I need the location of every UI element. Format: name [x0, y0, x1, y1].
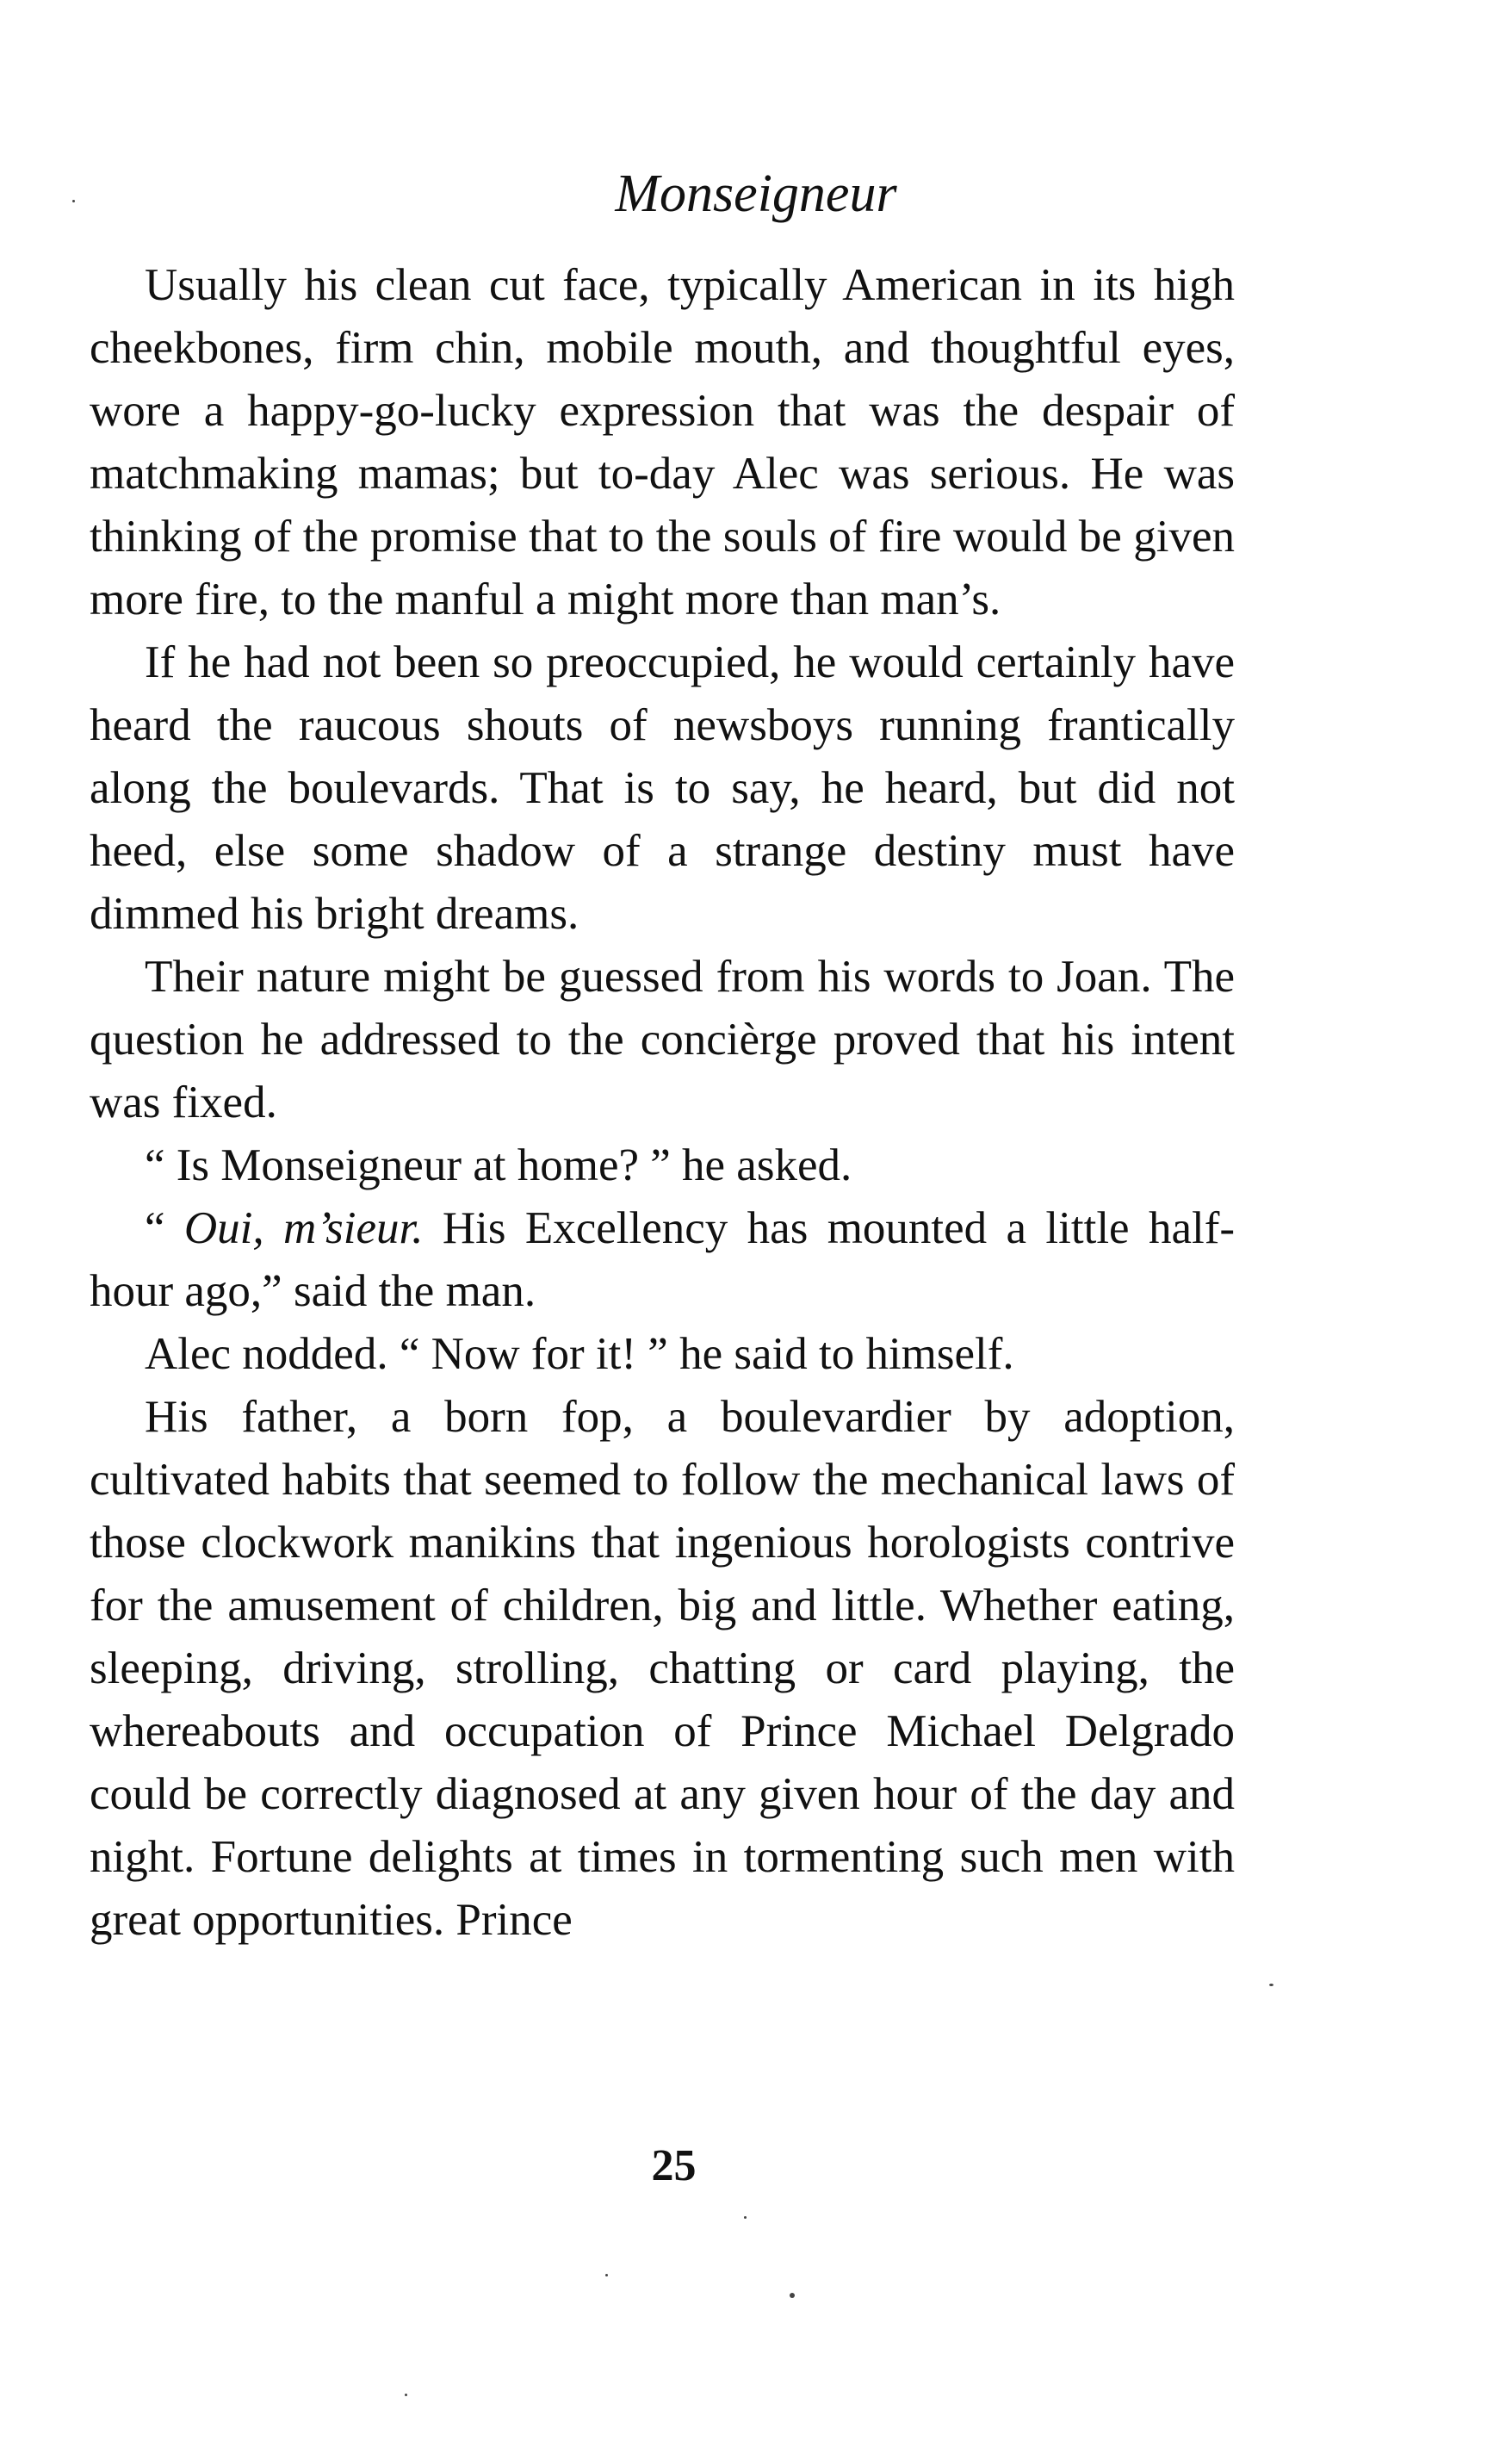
- italic-phrase: Oui, m’sieur.: [183, 1203, 424, 1253]
- print-speck: [1269, 1984, 1273, 1986]
- print-speck: [405, 2394, 407, 2396]
- print-speck: [605, 2274, 608, 2276]
- running-head: Monseigneur: [615, 165, 897, 223]
- paragraph: “ Is Monseigneur at home? ” he asked.: [145, 1140, 852, 1190]
- print-speck: [790, 2293, 795, 2298]
- print-speck: [72, 200, 75, 202]
- paragraph: His father, a born fop, a boulevardier by adoption, cultivated habits that seemed to follow the mechanical laws of those clockwork manikins that ingenious horologists contrive for the amusement of children, big and little. Whether eating, sleeping, driving, strolling, chatting or card playing, the whereabouts and occupation of Prince Michael Delgrado could be correctly diagnosed at any given hour of the day and night. Fortune delights at times in tormenting such men with great opportunities. Prince: [90, 1392, 1235, 1945]
- paragraph: “ Oui, m’sieur. His Excellency has mounted a little half-hour ago,” said the man.: [90, 1203, 1236, 1316]
- print-speck: [744, 2216, 747, 2219]
- paragraph-rest: His Excellency has mounted a little half-hour ago,” said the man.: [90, 1203, 1236, 1316]
- paragraph: Usually his clean cut face, typically American in its high cheekbones, firm chin, mobile mouth, and thoughtful eyes, wore a happy-go-lucky expression that was the despair of matchmaking mamas; but to-day Alec was serious. He was thinking of the promise that to the souls of fire would be given more fire, to the manful a might more than man’s.: [90, 260, 1235, 624]
- paragraph: Their nature might be guessed from his words to Joan. The question he addressed to the concièrge proved that his intent was fixed.: [90, 952, 1235, 1127]
- paragraph: Alec nodded. “ Now for it! ” he said to himself.: [145, 1329, 1014, 1379]
- paragraph: If he had not been so preoccupied, he would certainly have heard the raucous shouts of newsboys running frantically along the boulevards. That is to say, he heard, but did not heed, else some shadow of a strange destiny must have dimmed his bright dreams.: [90, 637, 1235, 939]
- body-text: [90, 254, 1235, 1952]
- page-number: 25: [651, 2141, 697, 2190]
